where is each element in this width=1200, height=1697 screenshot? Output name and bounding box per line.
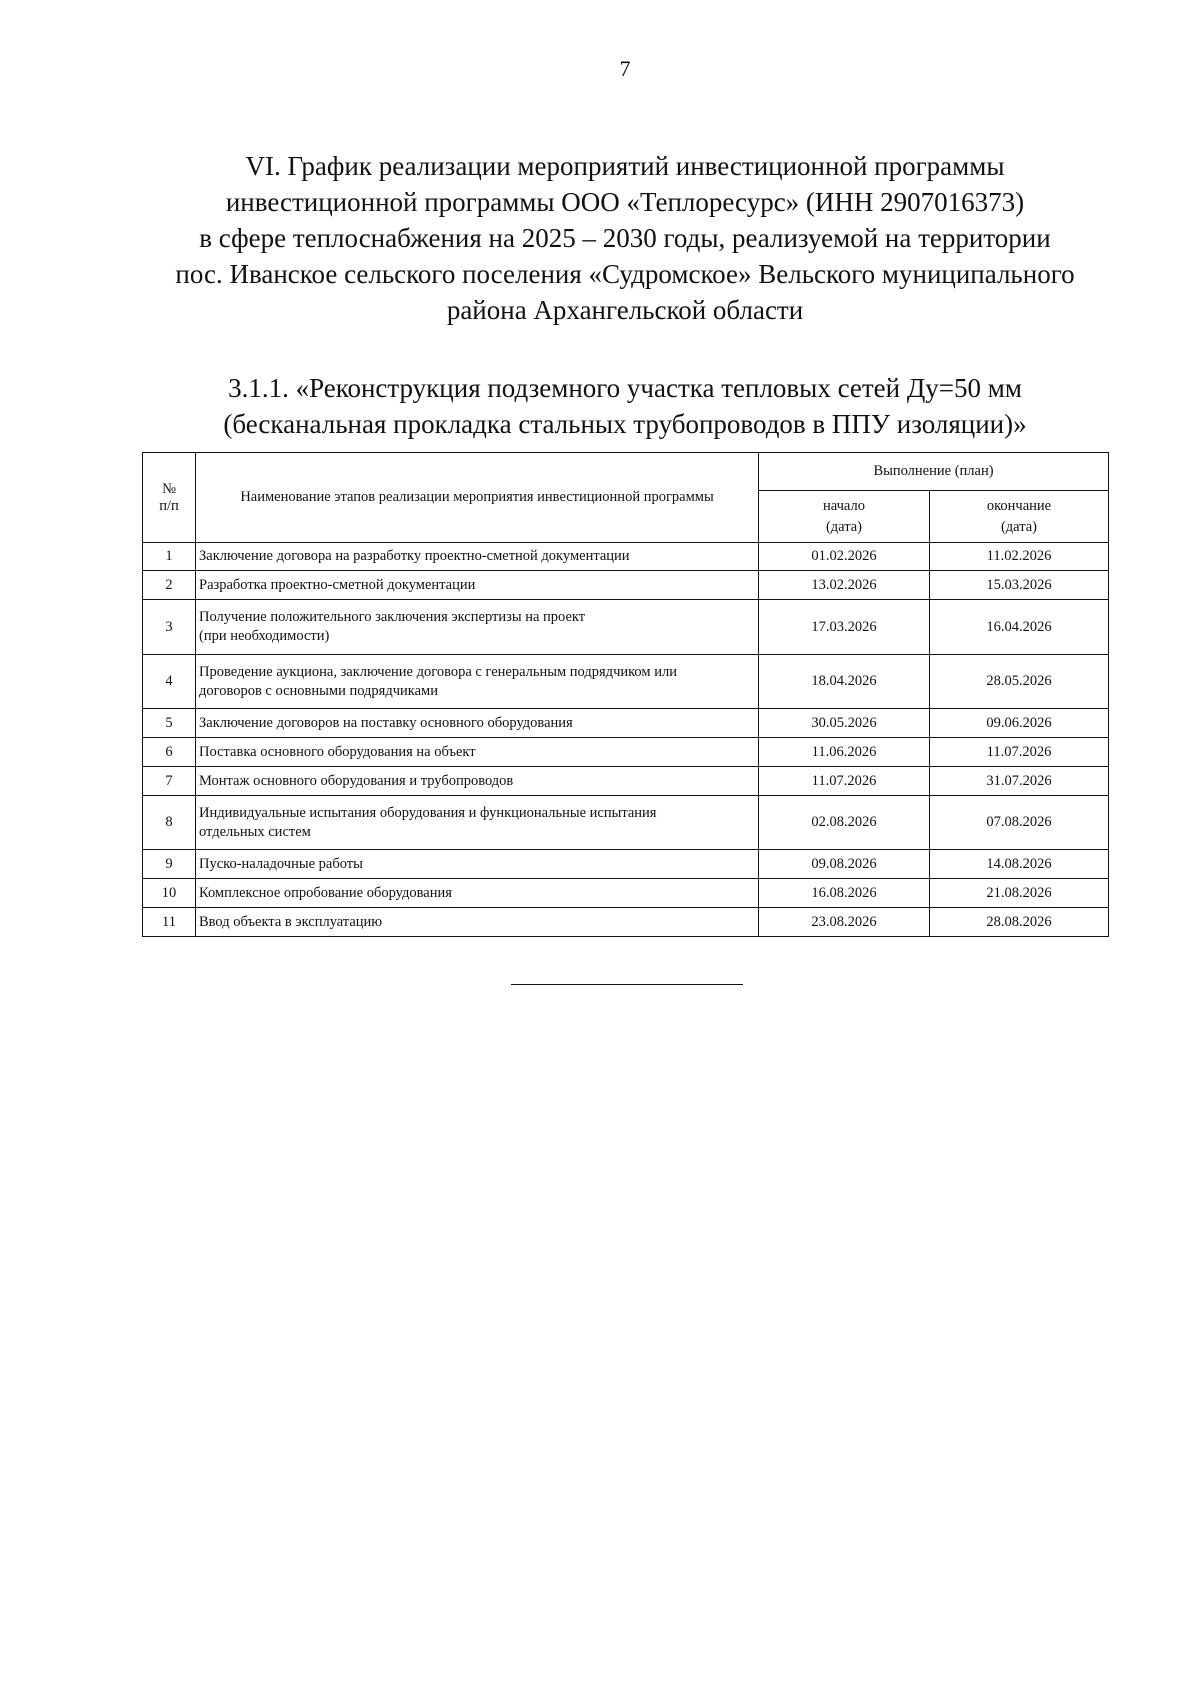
row-stage-name	[196, 879, 759, 908]
stage-name-line: отдельных систем	[199, 823, 311, 840]
header-number	[143, 453, 196, 543]
row-number: 7	[143, 767, 196, 796]
row-number: 10	[143, 879, 196, 908]
stage-name-line: Поставка основного оборудования на объект	[199, 743, 476, 760]
table-row	[143, 908, 1109, 937]
table-row	[143, 850, 1109, 879]
row-number: 4	[143, 655, 196, 709]
row-number: 1	[143, 543, 196, 571]
row-end-date: 11.02.2026	[930, 543, 1109, 571]
row-start-date: 02.08.2026	[759, 796, 930, 850]
table-header	[143, 453, 1109, 543]
row-end-date: 14.08.2026	[930, 850, 1109, 879]
stage-name-line: Получение положительного заключения экспертизы на проект	[199, 609, 586, 625]
title-line: района Архангельской области	[446, 295, 804, 325]
title-line: VI. График реализации мероприятий инвестиционной программы	[245, 151, 1005, 181]
header-number-line1: №	[162, 480, 176, 497]
header-stage-name: Наименование этапов реализации мероприятия инвестиционной программы	[196, 453, 759, 543]
row-start-date: 30.05.2026	[759, 709, 930, 738]
end-divider	[511, 984, 743, 985]
row-end-date: 28.05.2026	[930, 655, 1109, 709]
header-end-line2: (дата)	[1000, 518, 1038, 535]
row-start-date: 23.08.2026	[759, 908, 930, 937]
row-stage-name	[196, 543, 759, 571]
stage-name-line: Монтаж основного оборудования и трубопроводов	[199, 772, 514, 789]
row-end-date: 28.08.2026	[930, 908, 1109, 937]
header-end-date	[930, 491, 1109, 543]
stage-name-line: Заключение договора на разработку проектно-сметной документации	[199, 548, 630, 564]
header-start-line2: (дата)	[825, 518, 863, 535]
row-stage-name	[196, 908, 759, 937]
table-row	[143, 767, 1109, 796]
table-row	[143, 655, 1109, 709]
title-line: пос. Иванское сельского поселения «Судромское» Вельского муниципального	[175, 259, 1075, 289]
stage-name-line: договоров с основными подрядчиками	[199, 682, 438, 699]
table-row	[143, 796, 1109, 850]
header-start-line1: начало	[823, 497, 865, 514]
header-execution-plan: Выполнение (план)	[759, 453, 1109, 491]
row-stage-name	[196, 571, 759, 600]
subtitle-line: (бесканальная прокладка стальных трубопроводов в ППУ изоляции)»	[223, 409, 1027, 439]
stage-name-line: Ввод объекта в эксплуатацию	[199, 913, 383, 930]
row-end-date: 31.07.2026	[930, 767, 1109, 796]
row-end-date: 15.03.2026	[930, 571, 1109, 600]
subtitle-line: 3.1.1. «Реконструкция подземного участка тепловых сетей Ду=50 мм	[228, 373, 1022, 403]
row-start-date: 11.07.2026	[759, 767, 930, 796]
row-number: 2	[143, 571, 196, 600]
table-body	[143, 543, 1109, 937]
row-start-date: 16.08.2026	[759, 879, 930, 908]
table-row	[143, 600, 1109, 655]
stage-name-line: (при необходимости)	[199, 628, 330, 644]
row-number: 6	[143, 738, 196, 767]
row-start-date: 09.08.2026	[759, 850, 930, 879]
row-start-date: 11.06.2026	[759, 738, 930, 767]
row-stage-name	[196, 709, 759, 738]
header-start-date	[759, 491, 930, 543]
row-start-date: 13.02.2026	[759, 571, 930, 600]
row-end-date: 11.07.2026	[930, 738, 1109, 767]
row-stage-name	[196, 767, 759, 796]
stage-name-line: Комплексное опробование оборудования	[199, 884, 452, 901]
table-row	[143, 571, 1109, 600]
row-start-date: 17.03.2026	[759, 600, 930, 655]
table-row	[143, 738, 1109, 767]
table-row	[143, 709, 1109, 738]
measure-title	[130, 370, 1120, 442]
stage-name-line: Пуско-наладочные работы	[199, 855, 363, 872]
row-number: 5	[143, 709, 196, 738]
stage-name-line: Индивидуальные испытания оборудования и функциональные испытания	[199, 804, 657, 821]
row-number: 9	[143, 850, 196, 879]
row-stage-name	[196, 850, 759, 879]
row-start-date: 01.02.2026	[759, 543, 930, 571]
stage-name-line: Заключение договоров на поставку основного оборудования	[199, 714, 573, 731]
row-end-date: 09.06.2026	[930, 709, 1109, 738]
stage-name-line: Разработка проектно-сметной документации	[199, 576, 476, 593]
row-end-date: 16.04.2026	[930, 600, 1109, 655]
row-stage-name	[196, 600, 759, 655]
row-number: 8	[143, 796, 196, 850]
schedule-table	[142, 452, 1109, 937]
row-number: 11	[143, 908, 196, 937]
stage-name-line: Проведение аукциона, заключение договора с генеральным подрядчиком или	[199, 663, 677, 680]
title-line: в сфере теплоснабжения на 2025 – 2030 годы, реализуемой на территории	[199, 223, 1051, 253]
row-number: 3	[143, 600, 196, 655]
row-stage-name	[196, 796, 759, 850]
title-line: инвестиционной программы ООО «Теплоресурс» (ИНН 2907016373)	[225, 187, 1025, 217]
row-stage-name	[196, 655, 759, 709]
header-number-line2: п/п	[159, 497, 179, 514]
row-end-date: 21.08.2026	[930, 879, 1109, 908]
document-title	[130, 148, 1120, 328]
table-row	[143, 543, 1109, 571]
header-end-line1: окончание	[986, 497, 1052, 514]
row-stage-name	[196, 738, 759, 767]
table-row	[143, 879, 1109, 908]
row-start-date: 18.04.2026	[759, 655, 930, 709]
page-number: 7	[619, 56, 631, 81]
row-end-date: 07.08.2026	[930, 796, 1109, 850]
